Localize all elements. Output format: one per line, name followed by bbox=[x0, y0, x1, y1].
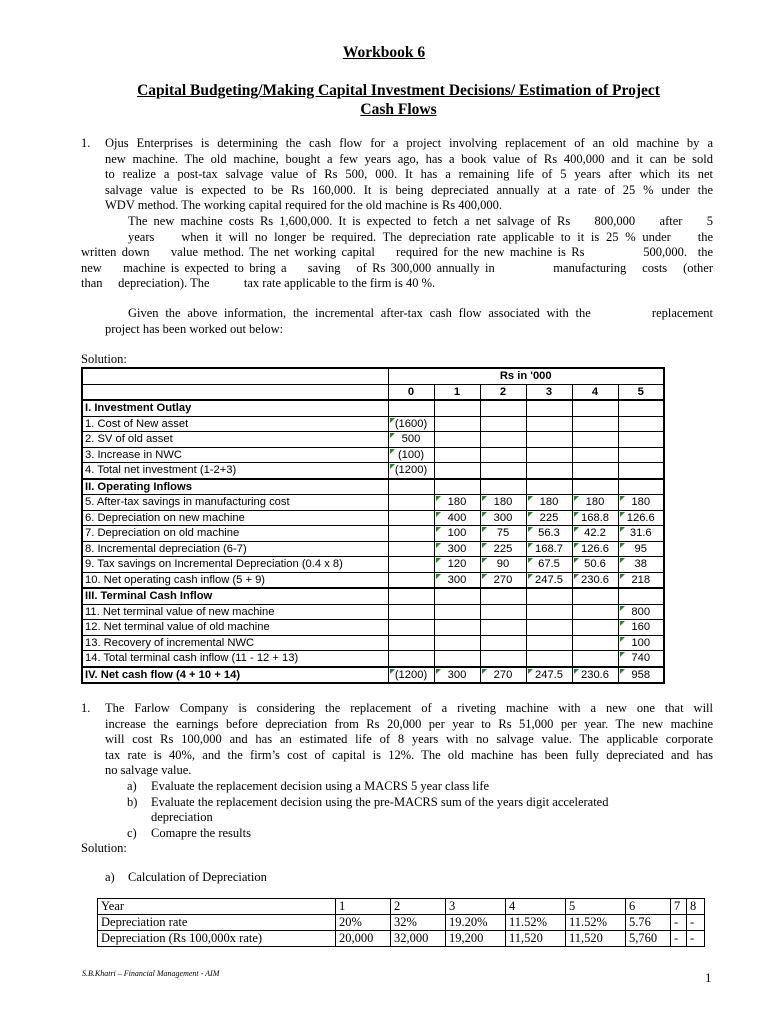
problem1-paragraph2-line: than depreciation). The tax rate applicable to the firm is 40 %. bbox=[81, 276, 436, 291]
problem1-line: to realize a post-tax salvage value of Rs 500, 000. It has a remaining life of 5 years after which its net bbox=[105, 167, 713, 182]
table-year-row bbox=[82, 384, 664, 400]
cell-value bbox=[434, 447, 480, 463]
cell-value: 95 bbox=[618, 541, 664, 557]
page-number: 1 bbox=[705, 970, 712, 985]
cell-value: 270 bbox=[480, 572, 526, 588]
footer-author: S.B.Khatri – Financial Management - AIM bbox=[82, 969, 220, 978]
problem1-line: new machine. The old machine, bought a few years ago, has a book value of Rs 400,000 and it can be sold bbox=[105, 151, 713, 166]
problem1-line: Ojus Enterprises is determining the cash flow for a project involving replacement of an old machine by a bbox=[105, 136, 713, 150]
problem1-line: salvage value is expected to be Rs 160,000. It is being depreciated annually at a rate of 25 % under the bbox=[105, 182, 713, 197]
cell-value bbox=[388, 510, 434, 526]
cell-value: 180 bbox=[572, 495, 618, 511]
task-marker: b) bbox=[127, 794, 138, 809]
table-row bbox=[82, 447, 664, 463]
depreciation-table bbox=[97, 898, 705, 947]
problem1-paragraph3-line: project has been worked out below: bbox=[105, 321, 284, 336]
cell-value: 168.8 bbox=[572, 510, 618, 526]
cell-value: 800 bbox=[618, 604, 664, 620]
cell-value bbox=[618, 479, 664, 495]
cell-value bbox=[388, 572, 434, 588]
cell-value: 5 bbox=[566, 899, 626, 915]
cell-value: (1200) bbox=[388, 463, 434, 479]
problem1-line: WDV method. The working capital required for the old machine is Rs 400,000. bbox=[105, 198, 503, 213]
cell-value: 230.6 bbox=[572, 572, 618, 588]
cell-value bbox=[618, 588, 664, 604]
cell-value bbox=[434, 620, 480, 636]
task-text: Comapre the results bbox=[151, 825, 251, 840]
table-row bbox=[98, 899, 705, 915]
cell-value bbox=[526, 447, 572, 463]
cell-value: 31.6 bbox=[618, 526, 664, 542]
problem1-paragraph2-line: new machine is expected to bring a saving of Rs 300,000 annually in manufacturing costs (other bbox=[81, 260, 713, 275]
task-marker: a) bbox=[127, 779, 137, 793]
cell-value bbox=[526, 416, 572, 432]
cell-value: 11,520 bbox=[566, 931, 626, 947]
task-marker: c) bbox=[127, 825, 137, 840]
table-row bbox=[98, 915, 705, 931]
cell-value bbox=[480, 651, 526, 667]
cell-value bbox=[480, 447, 526, 463]
problem1-paragraph3-line: Given the above information, the incremental after-tax cash flow associated with the replacement bbox=[128, 306, 713, 320]
cell-value bbox=[388, 479, 434, 495]
cell-value: 500 bbox=[388, 432, 434, 448]
cell-value: 958 bbox=[618, 667, 664, 684]
cell-value: (100) bbox=[388, 447, 434, 463]
table-row bbox=[82, 495, 664, 511]
cell-value bbox=[388, 495, 434, 511]
cash-flow-table bbox=[81, 367, 665, 684]
cell-value bbox=[526, 400, 572, 416]
year-header: 5 bbox=[618, 384, 664, 400]
cell-value: 180 bbox=[434, 495, 480, 511]
cell-value bbox=[434, 588, 480, 604]
table-row bbox=[82, 463, 664, 479]
cell-value bbox=[618, 400, 664, 416]
task-text: depreciation bbox=[151, 810, 213, 825]
cell-value bbox=[388, 604, 434, 620]
cell-value bbox=[572, 416, 618, 432]
task-item bbox=[127, 826, 707, 842]
year-header: 1 bbox=[434, 384, 480, 400]
cell-value: - bbox=[671, 915, 687, 931]
cell-value bbox=[434, 651, 480, 667]
solution-label: Solution: bbox=[81, 352, 127, 366]
cell-value: 180 bbox=[618, 495, 664, 511]
problem2-line: will cost Rs 100,000 and has an estimated life of 8 years with no salvage value. The applicable corporate bbox=[105, 732, 713, 747]
solution2-label: Solution: bbox=[81, 841, 127, 855]
cell-value bbox=[480, 463, 526, 479]
section-label: III. Terminal Cash Inflow bbox=[82, 588, 388, 604]
problem2-line: tax rate is 40%, and the firm’s cost of capital is 12%. The old machine has been fully depreciated and has bbox=[105, 747, 713, 762]
cell-value: 100 bbox=[618, 635, 664, 651]
cell-value bbox=[388, 557, 434, 573]
table-row bbox=[98, 931, 705, 947]
cell-value: 180 bbox=[526, 495, 572, 511]
cell-value: 75 bbox=[480, 526, 526, 542]
row-label: 11. Net terminal value of new machine bbox=[82, 604, 388, 620]
cell-value: 126.6 bbox=[572, 541, 618, 557]
cell-value: - bbox=[671, 931, 687, 947]
table-row bbox=[82, 604, 664, 620]
section-label: II. Operating Inflows bbox=[82, 479, 388, 495]
cell-value: 247.5 bbox=[526, 572, 572, 588]
cell-value: 168.7 bbox=[526, 541, 572, 557]
table-row bbox=[82, 667, 664, 684]
cell-value: 225 bbox=[526, 510, 572, 526]
cell-value: 300 bbox=[434, 541, 480, 557]
cell-value bbox=[434, 432, 480, 448]
table-row bbox=[82, 526, 664, 542]
cell-value bbox=[434, 463, 480, 479]
cell-value bbox=[388, 588, 434, 604]
year-header: 3 bbox=[526, 384, 572, 400]
cell-value bbox=[572, 479, 618, 495]
cell-value: 100 bbox=[434, 526, 480, 542]
cell-value: 11,520 bbox=[506, 931, 566, 947]
cell-value: 7 bbox=[671, 899, 687, 915]
cell-value: 20,000 bbox=[336, 931, 391, 947]
cell-value: 225 bbox=[480, 541, 526, 557]
table-row bbox=[82, 432, 664, 448]
row-label: 10. Net operating cash inflow (5 + 9) bbox=[82, 572, 388, 588]
unit-header: Rs in '000 bbox=[388, 368, 664, 384]
cell-value: 67.5 bbox=[526, 557, 572, 573]
row-label: 14. Total terminal cash inflow (11 - 12 + 13) bbox=[82, 651, 388, 667]
cell-value: 20% bbox=[336, 915, 391, 931]
cell-value bbox=[388, 635, 434, 651]
table-row bbox=[82, 510, 664, 526]
cell-value bbox=[572, 620, 618, 636]
cell-value bbox=[480, 588, 526, 604]
cell-value: 300 bbox=[434, 667, 480, 684]
cell-value bbox=[618, 463, 664, 479]
cell-value bbox=[572, 463, 618, 479]
section-label: IV. Net cash flow (4 + 10 + 14) bbox=[82, 667, 388, 684]
table-row bbox=[82, 572, 664, 588]
cell-value bbox=[480, 432, 526, 448]
cell-value bbox=[388, 526, 434, 542]
year-header: 4 bbox=[572, 384, 618, 400]
cell-value: 56.3 bbox=[526, 526, 572, 542]
table-header-row bbox=[82, 368, 664, 384]
cell-value: 32% bbox=[391, 915, 446, 931]
table-row bbox=[82, 620, 664, 636]
cell-value: - bbox=[687, 915, 705, 931]
cell-value: 50.6 bbox=[572, 557, 618, 573]
cell-value bbox=[572, 651, 618, 667]
cell-value: 19.20% bbox=[446, 915, 506, 931]
row-label: Depreciation rate bbox=[98, 915, 336, 931]
problem1-paragraph2-line: years when it will no longer be required. The depreciation rate applicable to it is 25 % under the bbox=[128, 229, 713, 244]
cell-value: 8 bbox=[687, 899, 705, 915]
problem2-paragraph bbox=[105, 701, 713, 779]
cell-value bbox=[480, 604, 526, 620]
cell-value bbox=[480, 479, 526, 495]
cell-value bbox=[434, 400, 480, 416]
problem2-task-list bbox=[127, 779, 707, 841]
workbook-title: Workbook 6 bbox=[342, 44, 426, 61]
row-label: 4. Total net investment (1-2+3) bbox=[82, 463, 388, 479]
task-text: Evaluate the replacement decision using the pre-MACRS sum of the years digit accelerated bbox=[151, 794, 609, 809]
table-row bbox=[82, 541, 664, 557]
cell-value: 126.6 bbox=[618, 510, 664, 526]
cell-value bbox=[526, 604, 572, 620]
row-label: Year bbox=[98, 899, 336, 915]
cell-value bbox=[480, 620, 526, 636]
row-label: 5. After-tax savings in manufacturing cost bbox=[82, 495, 388, 511]
task-item bbox=[127, 810, 707, 826]
cell-value bbox=[388, 620, 434, 636]
cell-value bbox=[572, 604, 618, 620]
page-title-line2: Cash Flows bbox=[360, 101, 437, 118]
task-item bbox=[127, 795, 707, 811]
cell-value: 160 bbox=[618, 620, 664, 636]
cell-value bbox=[480, 635, 526, 651]
cell-value: 3 bbox=[446, 899, 506, 915]
page-title-line1: Capital Budgeting/Making Capital Investment Decisions/ Estimation of Project bbox=[137, 82, 660, 99]
cell-value bbox=[388, 400, 434, 416]
cell-value bbox=[572, 635, 618, 651]
cell-value bbox=[526, 432, 572, 448]
row-label: 6. Depreciation on new machine bbox=[82, 510, 388, 526]
cell-value bbox=[572, 432, 618, 448]
cell-value bbox=[388, 541, 434, 557]
problem1-paragraph3 bbox=[81, 306, 713, 337]
cell-value bbox=[618, 416, 664, 432]
problem2-line: no salvage value. bbox=[105, 763, 192, 778]
cell-value: 2 bbox=[391, 899, 446, 915]
cell-value: 300 bbox=[480, 510, 526, 526]
cell-value: 42.2 bbox=[572, 526, 618, 542]
task-item bbox=[127, 779, 707, 795]
cell-value bbox=[434, 604, 480, 620]
row-label: 8. Incremental depreciation (6-7) bbox=[82, 541, 388, 557]
cell-value: 32,000 bbox=[391, 931, 446, 947]
cell-value bbox=[572, 447, 618, 463]
problem1-paragraph2-line: The new machine costs Rs 1,600,000. It is expected to fetch a net salvage of Rs 800,000 after 5 bbox=[128, 214, 713, 228]
table-corner bbox=[82, 384, 388, 400]
cell-value bbox=[618, 447, 664, 463]
cell-value bbox=[388, 651, 434, 667]
row-label: 13. Recovery of incremental NWC bbox=[82, 635, 388, 651]
cell-value bbox=[526, 463, 572, 479]
cell-value bbox=[526, 651, 572, 667]
problem2-number: 1. bbox=[81, 701, 91, 715]
row-label: 3. Increase in NWC bbox=[82, 447, 388, 463]
problem1-paragraph bbox=[105, 136, 713, 214]
cell-value: 6 bbox=[626, 899, 671, 915]
row-label: 1. Cost of New asset bbox=[82, 416, 388, 432]
cell-value bbox=[434, 635, 480, 651]
table-row bbox=[82, 651, 664, 667]
cell-value: 38 bbox=[618, 557, 664, 573]
cell-value: - bbox=[687, 931, 705, 947]
problem2-line: increase the earnings before depreciation from Rs 20,000 per year to Rs 51,000 per year. The new machine bbox=[105, 716, 713, 731]
cell-value bbox=[526, 588, 572, 604]
table-corner bbox=[82, 368, 388, 384]
cell-value bbox=[434, 416, 480, 432]
cell-value: 90 bbox=[480, 557, 526, 573]
cell-value: 230.6 bbox=[572, 667, 618, 684]
cell-value: 11.52% bbox=[506, 915, 566, 931]
problem1-number: 1. bbox=[81, 136, 91, 150]
task-text: Evaluate the replacement decision using a MACRS 5 year class life bbox=[151, 779, 490, 793]
cell-value: 4 bbox=[506, 899, 566, 915]
problem2-line: The Farlow Company is considering the replacement of a riveting machine with a new one that will bbox=[105, 701, 713, 715]
year-header: 2 bbox=[480, 384, 526, 400]
cell-value: 247.5 bbox=[526, 667, 572, 684]
cell-value: 300 bbox=[434, 572, 480, 588]
cell-value bbox=[526, 620, 572, 636]
table-row bbox=[82, 479, 664, 495]
cell-value: 740 bbox=[618, 651, 664, 667]
cell-value bbox=[526, 479, 572, 495]
cell-value: (1600) bbox=[388, 416, 434, 432]
cell-value bbox=[480, 416, 526, 432]
section-label: I. Investment Outlay bbox=[82, 400, 388, 416]
row-label: 2. SV of old asset bbox=[82, 432, 388, 448]
cell-value: 400 bbox=[434, 510, 480, 526]
cell-value bbox=[572, 400, 618, 416]
table-row bbox=[82, 635, 664, 651]
row-label: 12. Net terminal value of old machine bbox=[82, 620, 388, 636]
cell-value bbox=[434, 479, 480, 495]
cell-value: 5.76 bbox=[626, 915, 671, 931]
problem1-paragraph2-line: written down value method. The net working capital required for the new machine is Rs 500,000. the bbox=[81, 245, 713, 260]
cell-value: 270 bbox=[480, 667, 526, 684]
cell-value: 120 bbox=[434, 557, 480, 573]
cell-value: (1200) bbox=[388, 667, 434, 684]
subsection-marker: a) bbox=[105, 870, 115, 884]
subsection-heading: Calculation of Depreciation bbox=[128, 870, 267, 884]
cell-value bbox=[480, 400, 526, 416]
cell-value: 19,200 bbox=[446, 931, 506, 947]
cell-value bbox=[526, 635, 572, 651]
year-header: 0 bbox=[388, 384, 434, 400]
row-label: 7. Depreciation on old machine bbox=[82, 526, 388, 542]
row-label: 9. Tax savings on Incremental Depreciation (0.4 x 8) bbox=[82, 557, 388, 573]
cell-value: 218 bbox=[618, 572, 664, 588]
problem1-paragraph2 bbox=[81, 214, 713, 292]
table-row bbox=[82, 400, 664, 416]
table-row bbox=[82, 588, 664, 604]
cell-value: 11.52% bbox=[566, 915, 626, 931]
cell-value bbox=[618, 432, 664, 448]
cell-value: 180 bbox=[480, 495, 526, 511]
row-label: Depreciation (Rs 100,000x rate) bbox=[98, 931, 336, 947]
cell-value: 1 bbox=[336, 899, 391, 915]
cell-value: 5,760 bbox=[626, 931, 671, 947]
table-row bbox=[82, 557, 664, 573]
cell-value bbox=[572, 588, 618, 604]
table-row bbox=[82, 416, 664, 432]
